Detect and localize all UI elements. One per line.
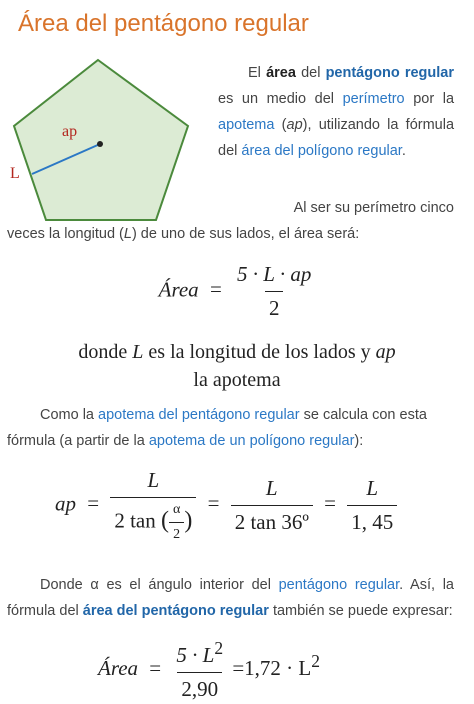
fraction-1 xyxy=(110,468,196,543)
text: ), utilizando la fórmula del xyxy=(218,117,455,159)
text: Como la xyxy=(40,407,94,423)
link-apotema-pentagono[interactable]: apotema del pentágono regular xyxy=(98,407,300,423)
text: 2 tan xyxy=(114,508,156,533)
text: El xyxy=(248,65,261,81)
text-ap: ap xyxy=(286,117,303,133)
link-apotema-poligono[interactable]: apotema de un polígono regular xyxy=(148,433,355,449)
center-point xyxy=(97,141,103,147)
perimeter-paragraph xyxy=(7,195,454,247)
fraction xyxy=(233,262,315,321)
text: donde xyxy=(78,341,128,363)
text: . xyxy=(401,143,406,159)
alpha: α xyxy=(173,502,181,517)
fraction-3 xyxy=(347,476,397,535)
two: 2 xyxy=(169,522,184,543)
numerator: L xyxy=(366,476,379,500)
text: ( xyxy=(281,117,287,133)
text: Donde α es el ángulo interior del xyxy=(40,577,271,593)
area-formula-simplified: Área = $\frac{5 \cdot L^2}{2,90}$ $=1,72 \cdot L^2$ xyxy=(98,638,320,701)
text: por la xyxy=(413,91,455,107)
link-pentagono-regular-2[interactable]: pentágono regular xyxy=(278,577,400,593)
numerator xyxy=(172,638,227,672)
text-ap: ap xyxy=(375,341,396,363)
text: es un medio del xyxy=(218,91,334,107)
text: es la longitud de los lados y xyxy=(148,341,371,363)
text: veces la longitud ( xyxy=(7,226,124,242)
text: también se puede expresar: xyxy=(272,603,453,619)
apothem-paragraph xyxy=(7,402,454,454)
text: 5 · L xyxy=(176,643,215,667)
link-apotema[interactable]: apotema xyxy=(218,117,275,133)
denominator: 2 tan 36º xyxy=(231,505,313,535)
formula-lhs: Área xyxy=(98,655,139,680)
definition-text xyxy=(15,338,459,394)
text-L: L xyxy=(132,341,144,363)
alpha-paragraph xyxy=(7,572,454,624)
area-formula xyxy=(0,262,474,321)
page-title: Área del pentágono regular xyxy=(18,10,309,37)
text: ) de uno de sus lados, el área será: xyxy=(131,226,360,242)
apothem-label: ap xyxy=(62,123,78,140)
side-label: L xyxy=(10,165,20,182)
denominator: 2 xyxy=(265,291,284,321)
denominator: 1, 45 xyxy=(347,505,397,535)
text: la apotema xyxy=(193,369,281,391)
text: ): xyxy=(354,433,364,449)
text: se calcula con esta fórmula (a partir de la xyxy=(7,407,427,449)
numerator: L xyxy=(147,468,160,492)
exponent: 2 xyxy=(311,650,320,671)
bold-area: área xyxy=(266,65,296,81)
exponent: 2 xyxy=(214,638,224,658)
link-area-pentagono-regular[interactable]: área del pentágono regular xyxy=(82,603,269,619)
text: Al ser su perímetro cinco xyxy=(293,200,454,216)
apothem-formula: ap = L 2 tan ( $\frac{\alpha}{2}$ ) = $\frac{L}{\text{2 tan 36º}}$ = $\frac{L}{1, 45}$ xyxy=(55,468,397,543)
fraction-2 xyxy=(231,476,313,535)
formula-lhs: Área xyxy=(158,277,199,302)
equals-sign: = xyxy=(209,277,222,302)
link-pentagono-regular[interactable]: pentágono regular xyxy=(325,65,454,81)
intro-paragraph xyxy=(218,60,454,164)
fraction xyxy=(172,638,227,702)
text: . Así, la fórmula del xyxy=(7,577,454,619)
denominator: 2 tan ( $\frac{\alpha}{2}$ ) xyxy=(110,497,196,543)
numerator: 5 · L · ap xyxy=(237,262,312,286)
denominator: 2,90 xyxy=(177,672,222,702)
link-area-poligono-regular[interactable]: área del polígono regular xyxy=(241,143,402,159)
text-L: L xyxy=(123,226,132,242)
formula-rhs: =1,72 · L xyxy=(232,655,312,680)
text: del xyxy=(301,65,321,81)
numerator: L xyxy=(265,476,278,500)
formula-lhs: ap xyxy=(55,491,76,516)
link-perimetro[interactable]: perímetro xyxy=(342,91,405,107)
